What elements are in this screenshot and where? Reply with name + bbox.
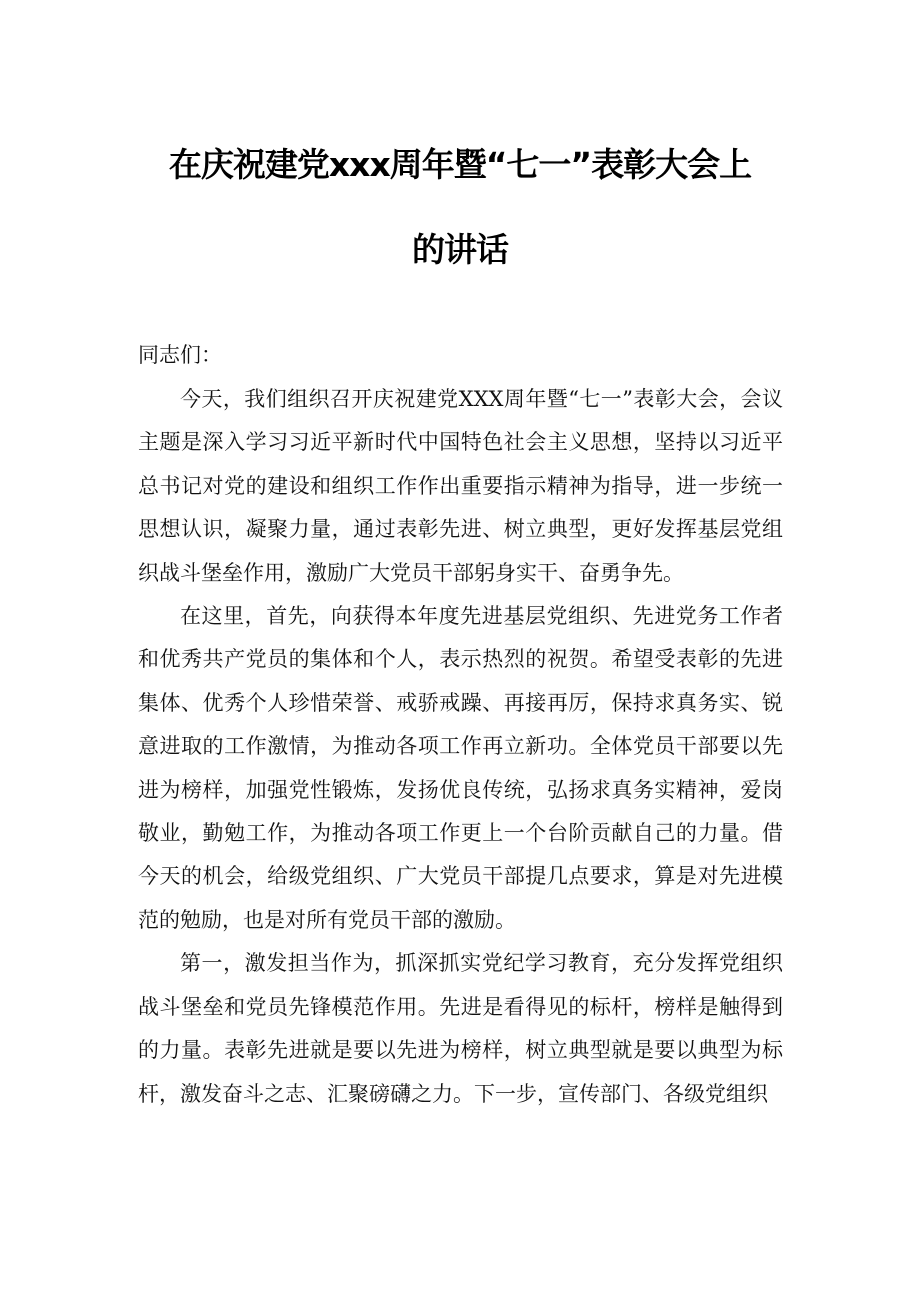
salutation: 同志们： <box>138 343 222 367</box>
document-title-line-1: 在庆祝建党xxx周年暨“七一”表彰大会上 <box>168 145 752 184</box>
paragraph-2: 在这里，首先，向获得本年度先进基层党组织、先进党务工作者和优秀共产党员的集体和个人，表示热烈的祝贺。希望受表彰的先进集体、优秀个人珍惜荣誉、戒骄戒躁、再接再厉，保持求真务实、锐意进取的工作激情，为推动各项工作再立新功。全体党员干部要以先进为榜样，加强党性锻炼，发扬优良传统，弘扬求真务实精神，爱岗敬业，勤勉工作，为推动各项工作更上一个台阶贡献自己的力量。借今天的机会，给级党组织、广大党员干部提几点要求，算是对先进模范的勉励，也是对所有党员干部的激励。 <box>138 604 783 932</box>
paragraph-1: 今天，我们组织召开庆祝建党XXX周年暨“七一”表彰大会，会议主题是深入学习习近平新时代中国特色社会主义思想，坚持以习近平总书记对党的建设和组织工作作出重要指示精神为指导，进一步统一思想认识，凝聚力量，通过表彰先进、树立典型，更好发挥基层党组织战斗堡垒作用，激励广大党员干部躬身实干、奋勇争先。 <box>138 387 783 585</box>
document-body <box>138 378 783 1116</box>
document-title-line-2: 的讲话 <box>412 230 508 269</box>
paragraph-3: 第一，激发担当作为，抓深抓实党纪学习教育，充分发挥党组织战斗堡垒和党员先锋模范作用。先进是看得见的标杆，榜样是触得到的力量。表彰先进就是要以先进为榜样，树立典型就是要以典型为标杆，激发奋斗之志、汇聚磅礴之力。下一步，宣传部门、各级党组织 <box>138 951 783 1106</box>
